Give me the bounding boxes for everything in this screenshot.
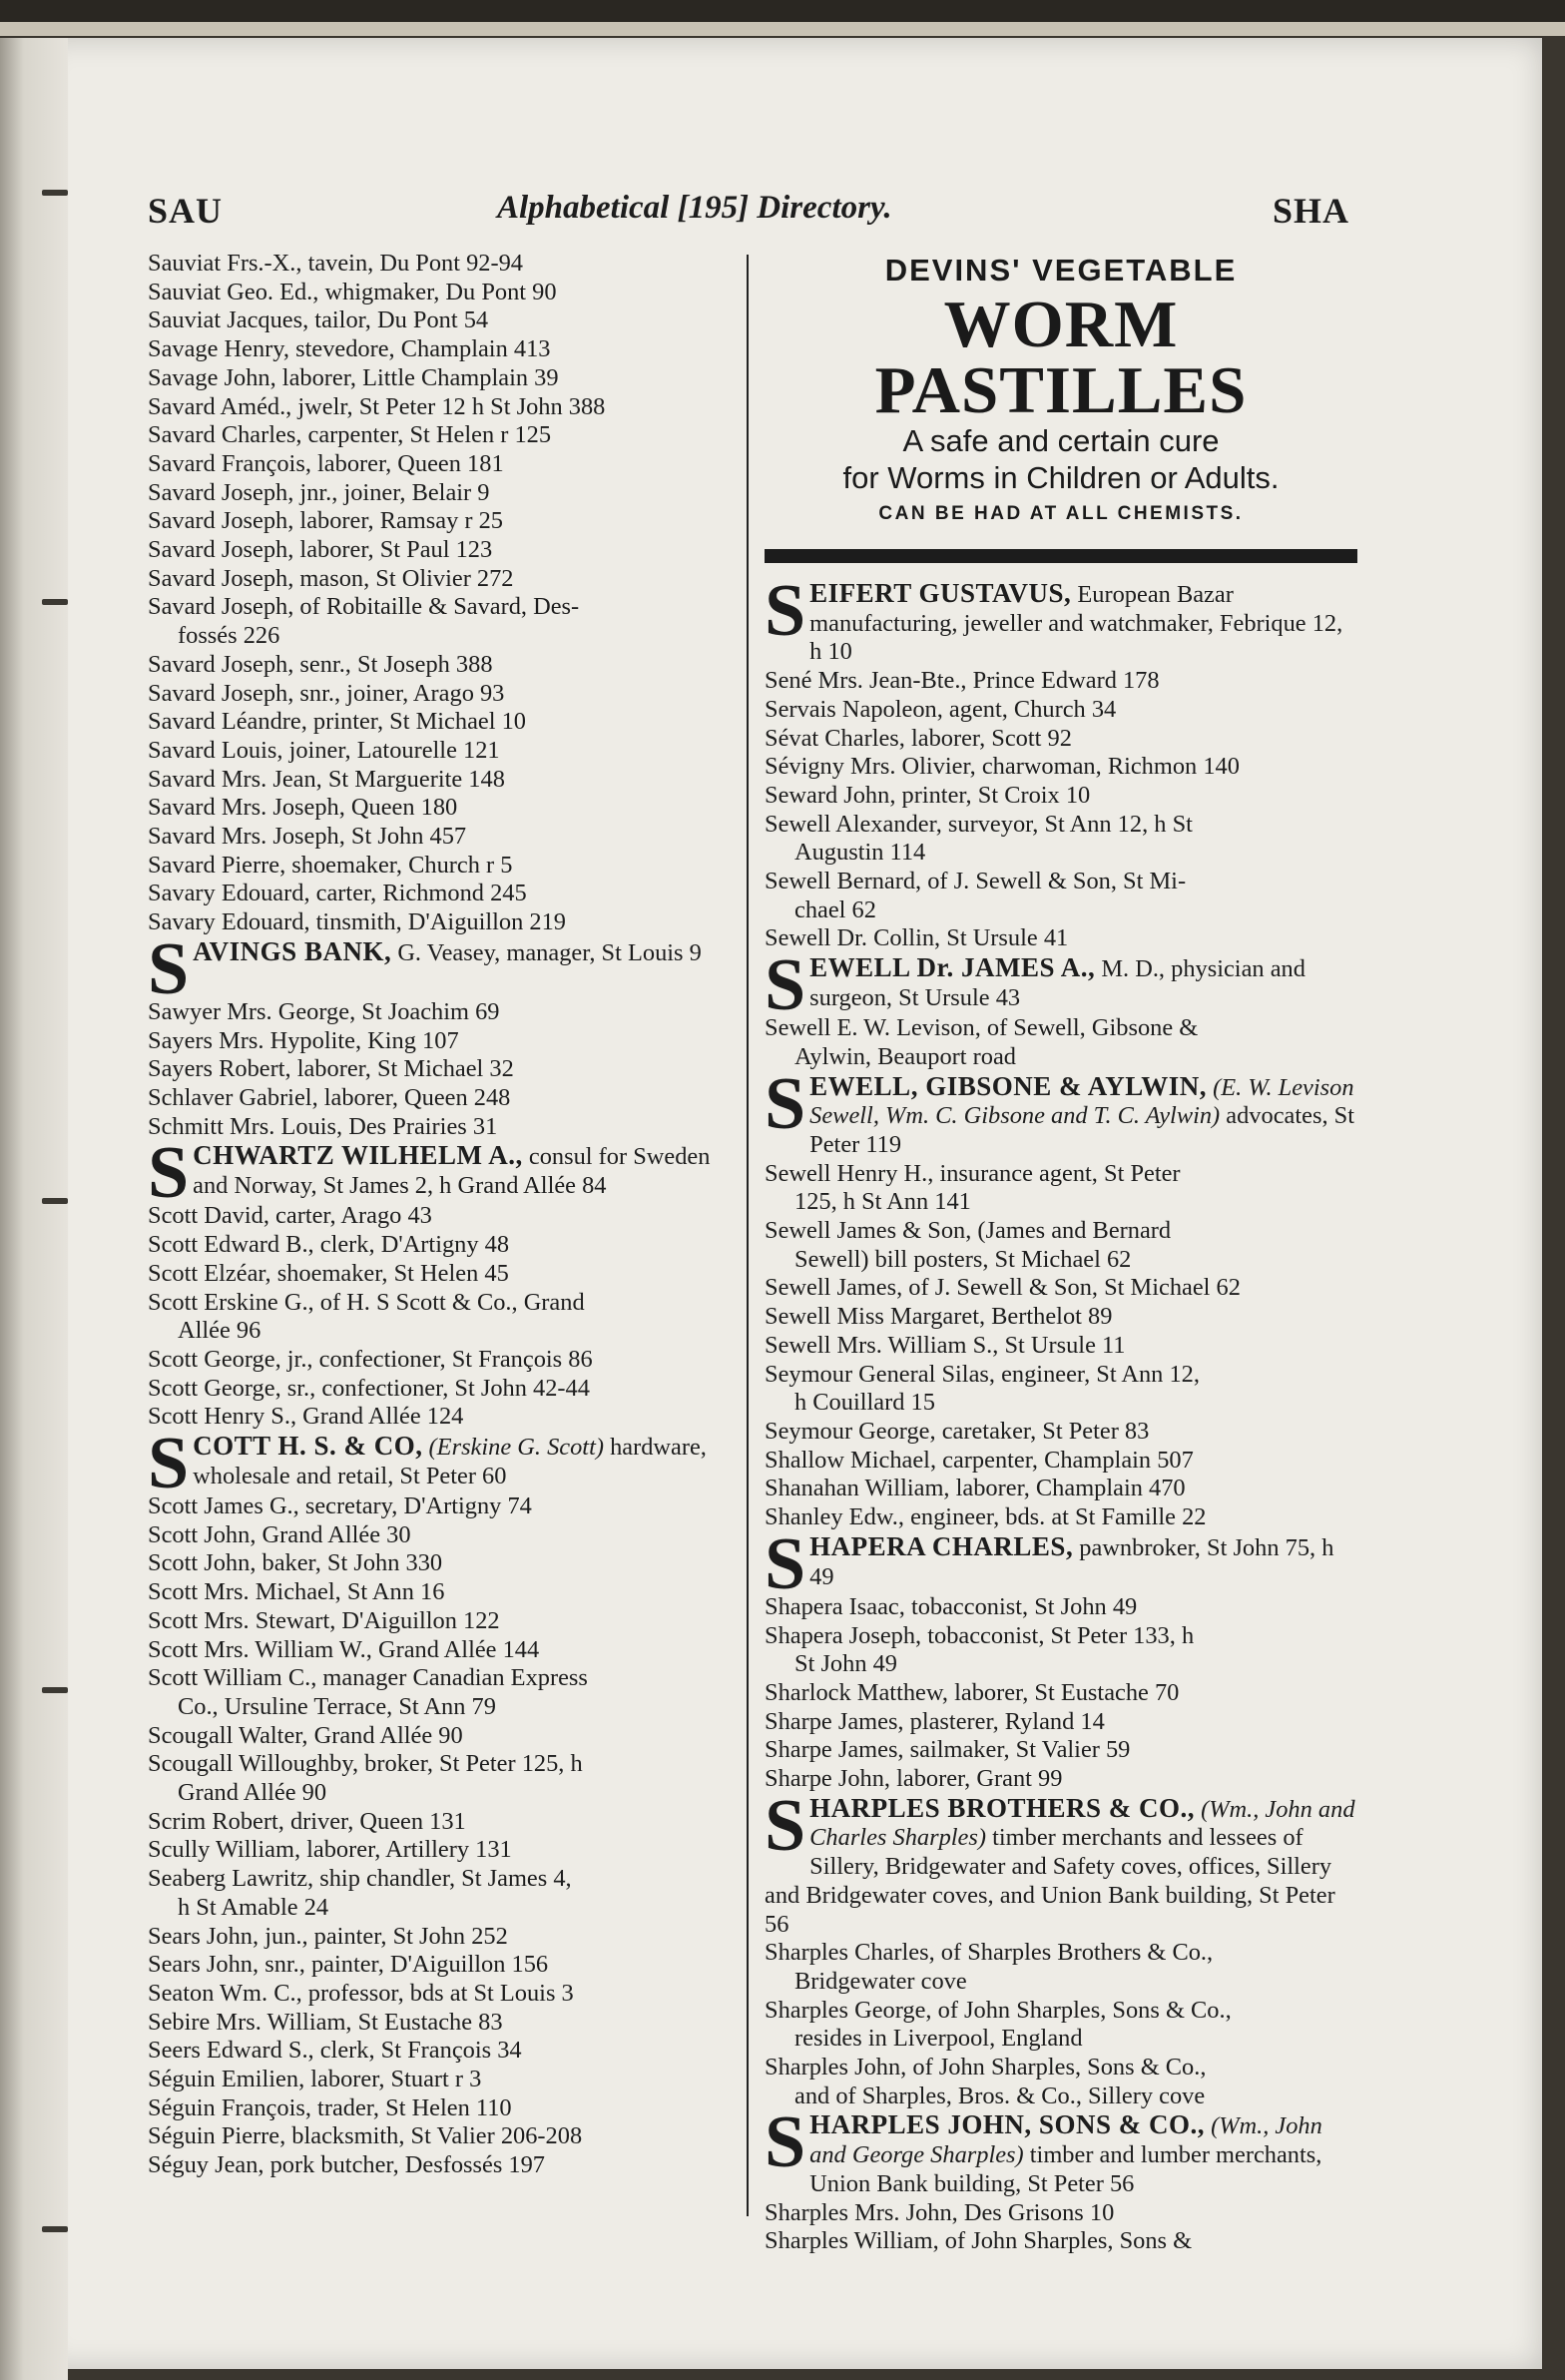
header-center: Alphabetical [195] Directory. xyxy=(497,190,892,226)
featured-partners: (Erskine G. Scott) xyxy=(422,1434,604,1462)
directory-entry: Séguin Emilien, laborer, Stuart r 3 xyxy=(148,2066,482,2093)
directory-entry: Sewell E. W. Levison, of Sewell, Gibsone & xyxy=(765,1014,1199,1042)
entry-continuation: 125, h St Ann 141 xyxy=(794,1188,971,1216)
directory-entry: Sharpe John, laborer, Grant 99 xyxy=(765,1765,1063,1793)
ad-headline: WORM PASTILLES xyxy=(874,288,1248,427)
ad-line-3: A safe and certain cure xyxy=(902,423,1220,458)
right-column xyxy=(765,250,1357,2256)
directory-entry: Scott Mrs. William W., Grand Allée 144 xyxy=(148,1635,540,1663)
directory-entry: Seaberg Lawritz, ship chandler, St James 4, xyxy=(148,1865,572,1893)
featured-details: timber merchants and lessees of Sillery, Bridgewater and Safety coves, offices, Sillery and Bridgewater coves, and Union Bank building, St Peter 56 xyxy=(765,1824,1335,1938)
directory-entry: Sears John, jun., painter, St John 252 xyxy=(148,1922,508,1950)
entry-continuation: Grand Allée 90 xyxy=(178,1779,327,1807)
featured-name: AVINGS BANK, xyxy=(193,935,392,966)
directory-entry: Sawyer Mrs. George, St Joachim 69 xyxy=(148,997,500,1025)
directory-entry: Savard Joseph, of Robitaille & Savard, Des- xyxy=(148,593,580,621)
binding-stitch xyxy=(42,1687,68,1693)
directory-entry: Seaton Wm. C., professor, bds at St Louis 3 xyxy=(148,1979,574,2007)
directory-entry: Sears John, snr., painter, D'Aiguillon 156 xyxy=(148,1951,549,1979)
entry-continuation: Co., Ursuline Terrace, St Ann 79 xyxy=(178,1692,496,1720)
directory-entry: Séguin François, trader, St Helen 110 xyxy=(148,2093,512,2121)
entry-continuation: fossés 226 xyxy=(178,622,280,650)
featured-partners: (Wm., John and George Sharples) xyxy=(809,2112,1322,2169)
directory-entry: Savage Henry, stevedore, Champlain 413 xyxy=(148,335,551,363)
directory-entry: Savard Léandre, printer, St Michael 10 xyxy=(148,708,526,736)
featured-details: M. D., physician and surgeon, St Ursule 43 xyxy=(809,955,1305,1011)
directory-entry: Shapera Joseph, tobacconist, St Peter 133, h xyxy=(765,1621,1195,1649)
directory-entry: Sharpe James, plasterer, Ryland 14 xyxy=(765,1707,1105,1735)
directory-entry: Sewell James & Son, (James and Bernard xyxy=(765,1217,1172,1245)
directory-entry: Sené Mrs. Jean-Bte., Prince Edward 178 xyxy=(765,667,1160,695)
directory-entry: Sharlock Matthew, laborer, St Eustache 70 xyxy=(765,1678,1180,1706)
featured-entry xyxy=(765,2101,1357,2198)
drop-initial: S xyxy=(148,927,190,1010)
directory-entry: Sewell Bernard, of J. Sewell & Son, St Mi- xyxy=(765,868,1187,895)
directory-entry: Savard Joseph, jnr., joiner, Belair 9 xyxy=(148,478,490,506)
featured-name: EWELL Dr. JAMES A., xyxy=(809,952,1096,983)
entry-continuation: St John 49 xyxy=(794,1650,898,1678)
entry-continuation: Allée 96 xyxy=(178,1317,261,1345)
directory-entry: Sebire Mrs. William, St Eustache 83 xyxy=(148,2008,503,2036)
directory-entry: Scully William, laborer, Artillery 131 xyxy=(148,1836,512,1864)
drop-initial: S xyxy=(765,944,806,1027)
directory-entry: Savard Joseph, senr., St Joseph 388 xyxy=(148,650,493,678)
directory-entry: Savard Joseph, mason, St Olivier 272 xyxy=(148,564,514,592)
featured-entry xyxy=(765,1784,1357,1940)
entry-continuation: h St Amable 24 xyxy=(178,1893,329,1921)
featured-entry xyxy=(765,944,1357,1027)
directory-entry: Savard Mrs. Jean, St Marguerite 148 xyxy=(148,765,505,793)
directory-entry: Seward John, printer, St Croix 10 xyxy=(765,781,1091,809)
directory-entry: Sewell James, of J. Sewell & Son, St Michael 62 xyxy=(765,1274,1241,1302)
entry-continuation: and of Sharples, Bros. & Co., Sillery cove xyxy=(794,2082,1206,2109)
directory-entry: Scott Edward B., clerk, D'Artigny 48 xyxy=(148,1231,510,1259)
featured-name: HARPLES JOHN, SONS & CO., xyxy=(809,2109,1205,2140)
directory-entry: Savard Joseph, laborer, St Paul 123 xyxy=(148,536,493,564)
featured-details: G. Veasey, manager, St Louis 9 xyxy=(391,938,702,966)
binding-stitch xyxy=(42,599,68,605)
drop-initial: S xyxy=(765,1784,806,1867)
header-left: SAU xyxy=(148,191,224,231)
directory-entry: Scott John, baker, St John 330 xyxy=(148,1549,443,1577)
directory-entry: Sewell Miss Margaret, Berthelot 89 xyxy=(765,1303,1113,1331)
directory-entry: Scott Erskine G., of H. S Scott & Co., Grand xyxy=(148,1288,585,1316)
entry-continuation: Sewell) bill posters, St Michael 62 xyxy=(794,1245,1132,1273)
directory-entry: Sayers Robert, laborer, St Michael 32 xyxy=(148,1055,514,1083)
directory-entry: Savard Améd., jwelr, St Peter 12 h St John 388 xyxy=(148,392,606,420)
featured-entry xyxy=(148,1423,741,1505)
featured-entry xyxy=(148,927,741,1010)
featured-details: pawnbroker, St John 75, h 49 xyxy=(809,1533,1334,1590)
advertisement xyxy=(765,250,1357,531)
featured-name: HARPLES BROTHERS & CO., xyxy=(809,1792,1195,1823)
directory-entry: Sharples Mrs. John, Des Grisons 10 xyxy=(765,2198,1115,2226)
directory-entry: Scougall Willoughby, broker, St Peter 125, h xyxy=(148,1750,583,1778)
featured-name: EIFERT GUSTAVUS, xyxy=(809,578,1072,608)
directory-entry: Savard Mrs. Joseph, Queen 180 xyxy=(148,794,458,822)
directory-entry: Savary Edouard, tinsmith, D'Aiguillon 219 xyxy=(148,908,566,936)
ad-line-5: CAN BE HAD AT ALL CHEMISTS. xyxy=(878,503,1244,524)
directory-entry: Scott George, jr., confectioner, St François 86 xyxy=(148,1345,593,1373)
drop-initial: S xyxy=(765,2101,806,2184)
directory-entry: Sewell Mrs. William S., St Ursule 11 xyxy=(765,1331,1126,1359)
featured-entry xyxy=(148,1132,741,1215)
directory-entry: Sewell Alexander, surveyor, St Ann 12, h St xyxy=(765,810,1193,838)
directory-entry: Séguin Pierre, blacksmith, St Valier 206-208 xyxy=(148,2122,583,2150)
drop-initial: S xyxy=(765,1062,806,1145)
left-column xyxy=(148,250,741,2180)
directory-entry: Sévigny Mrs. Olivier, charwoman, Richmon 140 xyxy=(765,753,1240,781)
featured-details: advocates, St Peter 119 xyxy=(809,1102,1354,1158)
featured-details: timber and lumber merchants, Union Bank building, St Peter 56 xyxy=(809,2141,1322,2197)
drop-initial: S xyxy=(765,1522,806,1605)
directory-entry: Savard Joseph, laborer, Ramsay r 25 xyxy=(148,507,503,535)
featured-details: hardware, wholesale and retail, St Peter 60 xyxy=(193,1434,707,1489)
directory-entry: Schmitt Mrs. Louis, Des Prairies 31 xyxy=(148,1112,498,1140)
directory-entry: Sharples George, of John Sharples, Sons & Co., xyxy=(765,1996,1232,2024)
directory-entry: Scott David, carter, Arago 43 xyxy=(148,1202,432,1230)
directory-entry: Scrim Robert, driver, Queen 131 xyxy=(148,1807,466,1835)
directory-entry: Shallow Michael, carpenter, Champlain 507 xyxy=(765,1446,1194,1474)
featured-entry xyxy=(765,1522,1357,1605)
directory-entry: Savard Louis, joiner, Latourelle 121 xyxy=(148,736,500,764)
directory-entry: Sharples Charles, of Sharples Brothers & Co., xyxy=(765,1939,1214,1967)
directory-entry: Servais Napoleon, agent, Church 34 xyxy=(765,695,1117,723)
directory-entry: Sharples John, of John Sharples, Sons & Co., xyxy=(765,2054,1207,2082)
binding-stitch xyxy=(42,1198,68,1204)
directory-entry: Scott George, sr., confectioner, St John 42-44 xyxy=(148,1374,590,1402)
running-header xyxy=(148,190,1357,234)
directory-entry: Sauviat Frs.-X., tavein, Du Pont 92-94 xyxy=(148,250,523,277)
column-divider xyxy=(747,255,749,2216)
directory-entry: Seymour General Silas, engineer, St Ann 12, xyxy=(765,1360,1200,1388)
featured-name: CHWARTZ WILHELM A., xyxy=(193,1140,523,1171)
directory-entry: Scott James G., secretary, D'Artigny 74 xyxy=(148,1492,532,1520)
featured-entry xyxy=(765,570,1357,667)
directory-entry: Seymour George, caretaker, St Peter 83 xyxy=(765,1417,1150,1445)
drop-initial: S xyxy=(765,570,806,652)
directory-entry: Shanahan William, laborer, Champlain 470 xyxy=(765,1475,1186,1502)
directory-entry: Sewell Dr. Collin, St Ursule 41 xyxy=(765,924,1069,952)
directory-entry: Savard Charles, carpenter, St Helen r 125 xyxy=(148,421,552,449)
ad-divider-bar xyxy=(765,549,1357,563)
directory-entry: Sauviat Jacques, tailor, Du Pont 54 xyxy=(148,306,489,334)
directory-entry: Savard Pierre, shoemaker, Church r 5 xyxy=(148,851,513,879)
ad-line-1: DEVINS' VEGETABLE xyxy=(884,253,1238,288)
entry-continuation: Aylwin, Beauport road xyxy=(794,1042,1016,1070)
entry-continuation: Augustin 114 xyxy=(794,839,926,867)
directory-entry: Sharples William, of John Sharples, Sons & xyxy=(765,2227,1193,2255)
directory-entry: Séguy Jean, pork butcher, Desfossés 197 xyxy=(148,2151,546,2179)
directory-entry: Seers Edward S., clerk, St François 34 xyxy=(148,2037,522,2065)
directory-entry: Scott John, Grand Allée 30 xyxy=(148,1520,411,1548)
featured-entry xyxy=(765,1062,1357,1160)
directory-entry: Savard François, laborer, Queen 181 xyxy=(148,449,504,477)
directory-entry: Schlaver Gabriel, laborer, Queen 248 xyxy=(148,1083,511,1111)
directory-entry: Scott Mrs. Michael, St Ann 16 xyxy=(148,1578,445,1606)
directory-entry: Scott William C., manager Canadian Express xyxy=(148,1664,588,1692)
entry-continuation: chael 62 xyxy=(794,895,876,923)
featured-name: EWELL, GIBSONE & AYLWIN, xyxy=(809,1070,1208,1101)
drop-initial: S xyxy=(148,1423,190,1505)
binding-spine xyxy=(0,38,68,2380)
directory-entry: Sharpe James, sailmaker, St Valier 59 xyxy=(765,1736,1131,1764)
drop-initial: S xyxy=(148,1132,190,1215)
page-content xyxy=(148,190,1357,2255)
featured-name: COTT H. S. & CO, xyxy=(193,1431,423,1462)
right-column-entries xyxy=(765,570,1357,2256)
directory-entry: Savary Edouard, carter, Richmond 245 xyxy=(148,880,527,907)
featured-partners: (Wm., John and Charles Sharples) xyxy=(809,1795,1355,1852)
entry-continuation: h Couillard 15 xyxy=(794,1389,935,1417)
featured-details: European Bazar manufacturing, jeweller and watchmaker, Febrique 12, h 10 xyxy=(809,581,1343,666)
featured-partners: (E. W. Levison Sewell, Wm. C. Gibsone and T. C. Aylwin) xyxy=(809,1073,1354,1130)
directory-entry: Sayers Mrs. Hypolite, King 107 xyxy=(148,1026,459,1054)
binding-stitch xyxy=(42,2226,68,2232)
directory-entry: Sévat Charles, laborer, Scott 92 xyxy=(765,724,1072,752)
directory-entry: Shapera Isaac, tobacconist, St John 49 xyxy=(765,1592,1138,1620)
directory-entry: Savard Mrs. Joseph, St John 457 xyxy=(148,823,467,851)
directory-entry: Scott Elzéar, shoemaker, St Helen 45 xyxy=(148,1259,509,1287)
ad-line-4: for Worms in Children or Adults. xyxy=(842,460,1280,495)
directory-entry: Savard Joseph, snr., joiner, Arago 93 xyxy=(148,679,505,707)
featured-details: consul for Sweden and Norway, St James 2, h Grand Allée 84 xyxy=(193,1143,711,1200)
entry-continuation: Bridgewater cove xyxy=(794,1967,967,1995)
directory-entry: Scougall Walter, Grand Allée 90 xyxy=(148,1721,463,1749)
entry-continuation: resides in Liverpool, England xyxy=(794,2025,1083,2053)
directory-entry: Sewell Henry H., insurance agent, St Peter xyxy=(765,1159,1181,1187)
directory-entry: Scott Mrs. Stewart, D'Aiguillon 122 xyxy=(148,1606,500,1634)
header-right: SHA xyxy=(1272,191,1349,231)
directory-entry: Sauviat Geo. Ed., whigmaker, Du Pont 90 xyxy=(148,278,557,305)
featured-name: HAPERA CHARLES, xyxy=(809,1530,1074,1561)
directory-entry: Scott Henry S., Grand Allée 124 xyxy=(148,1403,464,1431)
directory-entry: Shanley Edw., engineer, bds. at St Famille 22 xyxy=(765,1503,1207,1531)
directory-entry: Savage John, laborer, Little Champlain 39 xyxy=(148,363,559,391)
binding-stitch xyxy=(42,190,68,196)
